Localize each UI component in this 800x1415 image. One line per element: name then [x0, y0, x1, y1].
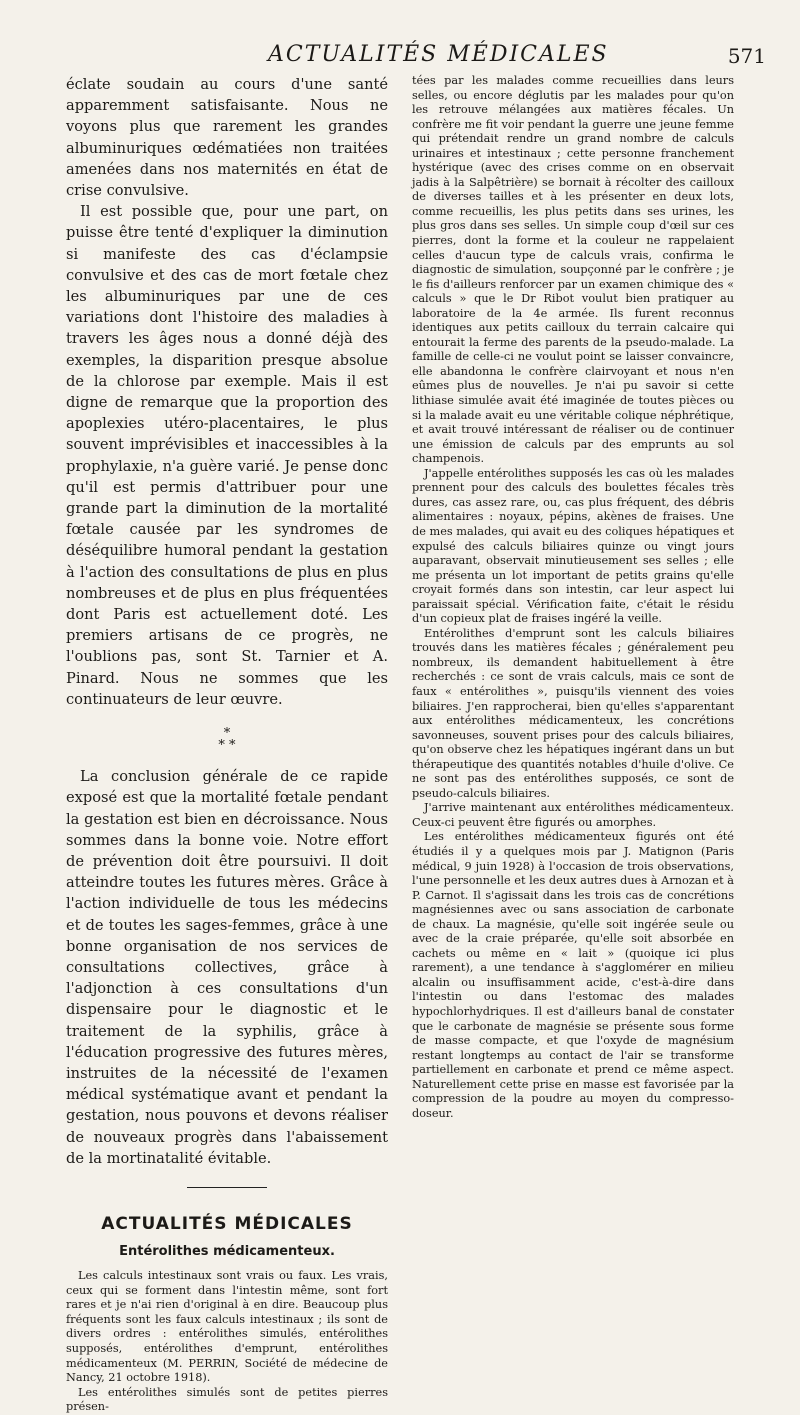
paragraph: éclate soudain au cours d'une santé apparemment satisfaisante. Nous ne voyons plus que rarement les grandes albuminuriques œdématiées non traitées amenées dans nos maternités en état de crise convulsive. — [66, 76, 388, 200]
section-heading: ACTUALITÉS MÉDICALES — [101, 1213, 353, 1234]
paragraph: Les calculs intestinaux sont vrais ou faux. Les vrais, ceux qui se forment dans l'intestin même, sont fort rares et je n'ai rien d'original à en dire. Beaucoup plus fréquents sont les faux calculs intestinaux ; ils sont de divers ordres : entérolithes simulés, entérolithes supposés, entérolithes d'emprunt, entérolithes médicamenteux (M. PERRIN, Société de médecine de Nancy, 21 octobre 1918). — [66, 1268, 388, 1385]
paragraph: Entérolithes d'emprunt sont les calculs biliaires trouvés dans les matières fécales ; généralement peu nombreux, ils demandent habituellement à être recherchés : ce sont de vrais calculs, mais ce sont de faux « entérolithes », puisqu'ils viennent des voies biliaires. J'en rapprocherai, bien qu'elles s'apparentant aux entérolithes médicamenteux, les concrétions savonneuses, souvent prises pour des calculs biliaires, qu'on observe chez les hépatiques ingérant dans un but thérapeutique des quantités notables d'huile d'olive. Ce ne sont pas des entérolithes supposés, ce sont de pseudo-calculs biliaires. — [412, 626, 734, 800]
running-title: ACTUALITÉS MÉDICALES — [268, 42, 609, 67]
left-column — [66, 74, 388, 1415]
page-number: 571 — [727, 44, 766, 68]
section-separator-asterisks: * * * — [218, 726, 236, 754]
paragraph: Les entérolithes médicamenteux figurés ont été étudiés il y a quelques mois par J. Matignon (Paris médical, 9 juin 1928) à l'occasion de trois observations, l'une personnelle et les deux autres dues à Arnozan et à P. Carnot. Il s'agissait dans les trois cas de concrétions magnésiennes avec ou sans association de carbonate de chaux. La magnésie, qu'elle soit ingérée seule ou avec de la craie préparée, qu'elle soit absorbée en cachets ou même en « lait » (quoique ici plus rarement), a une tendance à s'agglomérer en milieu alcalin ou insuffisamment acide, c'est-à-dire dans l'intestin ou dans l'estomac des malades hypochlorhydriques. Il est d'ailleurs banal de constater que le carbonate de magnésie se présente sous forme de masse compacte, et que l'oxyde de magnésium restant longtemps au contact de l'air se transforme partiellement en carbonate et prend ce même aspect. Naturellement cette prise en masse est favorisée par la compression de la poudre au moyen du compresso-doseur. — [412, 830, 734, 1120]
article-title: Entérolithes médicamenteux. — [119, 1243, 335, 1259]
paragraph: Les entérolithes simulés sont de petites pierres présen- — [66, 1385, 388, 1414]
paragraph: tées par les malades comme recueillies dans leurs selles, ou encore déglutis par les malades pour qu'on les retrouve mélangées aux matières fécales. Un confrère me fit voir pendant la guerre une jeune femme qui prétendait rendre un grand nombre de calculs urinaires et intestinaux ; cette personne franchement hystérique (avec des crises comme on en observait jadis à la Salpêtrière) se bornait à récolter des cailloux de diverses tailles et à les présenter en deux lots, comme recueillis, les plus petits dans ses urines, les plus gros dans ses selles. Un simple coup d'œil sur ces pierres, dont la forme et la couleur ne rappelaient celles d'aucun type de calculs vrais, confirma le diagnostic de simulation, soupçonné par le confrère ; je le fis d'ailleurs renforcer par un examen chimique des « calculs » que le Dr Ribot voulut bien pratiquer au laboratoire de la 4e armée. Ils furent reconnus identiques aux petits cailloux du terrain calcaire qui entourait la ferme des parents de la pseudo-malade. La famille de celle-ci ne voulut point se laisser convaincre, elle abandonna le confrère clairvoyant et nous n'en eûmes plus de nouvelles. Je n'ai pu savoir si cette lithiase simulée avait été imaginée de toutes pièces ou si la malade avait eu une véritable colique néphrétique, et avait trouvé intéressant de réaliser ou de continuer une émission de calculs par des emprunts au sol champenois. — [412, 74, 734, 466]
paragraph: Il est possible que, pour une part, on puisse être tenté d'expliquer la diminution si manifeste des cas d'éclampsie convulsive et des cas de mort fœtale chez les albuminuriques par une de ces variations dont l'histoire des maladies à travers les âges nous a donné déjà des exemples, la disparition presque absolue de la chlorose par exemple. Mais il est digne de remarque que la proportion des apoplexies utéro-placentaires, le plus souvent imprévisibles et inaccessibles à la prophylaxie, n'a guère varié. Je pense donc qu'il est permis d'attribuer pour une grande part la diminution de la mortalité fœtale causée par les syndromes de déséquilibre humoral pendant la gestation à l'action des consultations de plus en plus nombreuses et de plus en plus fréquentées dont Paris est actuellement doté. Les premiers artisans de ce progrès, ne l'oublions pas, sont St. Tarnier et A. Pinard. Nous ne sommes que les continuateurs de leur œuvre. — [66, 203, 388, 708]
paragraph: La conclusion générale de ce rapide exposé est que la mortalité fœtale pendant la gestation est bien en décroissance. Nous sommes dans la bonne voie. Notre effort de prévention doit être poursuivi. Il doit atteindre toutes les futures mères. Grâce à l'action individuelle de tous les médecins et de toutes les sages-femmes, grâce à une bonne organisation de nos services de consultations collectives, grâce à l'adjonction à ces consultations d'un dispensaire pour le diagnostic et le traitement de la syphilis, grâce à l'éducation progressive des futures mères, instruites de la nécessité de l'examen médical systématique avant et pendant la gestation, nous pouvons et devons réaliser de nouveaux progrès dans l'abaissement de la mortinatalité évitable. — [66, 768, 388, 1167]
right-column — [412, 74, 734, 1121]
paragraph: J'appelle entérolithes supposés les cas où les malades prennent pour des calculs des boulettes fécales très dures, cas assez rare, ou, cas plus fréquent, des débris alimentaires : noyaux, pépins, akènes de fraises. Une de mes malades, qui avait eu des coliques hépatiques et expulsé des calculs biliaires quinze ou vingt jours auparavant, observait minutieusement ses selles ; elle me présenta un lot important de petits grains qu'elle croyait formés dans son intestin, car leur aspect lui paraissait spécial. Vérification faite, c'était le résidu d'un copieux plat de fraises ingéré la veille. — [412, 466, 734, 626]
divider-rule — [187, 1187, 267, 1188]
paragraph: J'arrive maintenant aux entérolithes médicamenteux. Ceux-ci peuvent être figurés ou amorphes. — [412, 801, 734, 829]
running-head — [0, 42, 800, 72]
